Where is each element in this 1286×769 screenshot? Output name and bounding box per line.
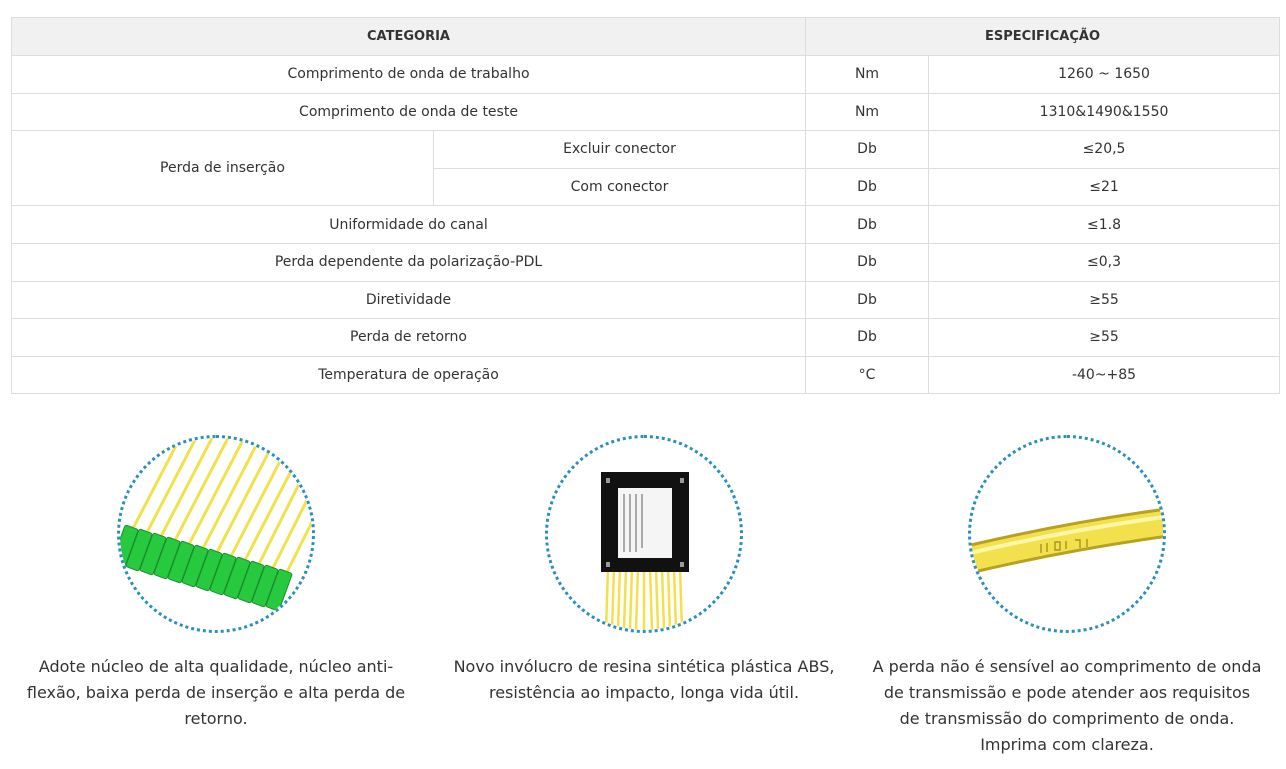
row-name: Temperatura de operação — [12, 356, 806, 394]
table-row — [12, 319, 1280, 357]
row-unit: °C — [806, 356, 929, 394]
row-value: ≥55 — [929, 281, 1280, 319]
row-unit: Nm — [806, 93, 929, 131]
table-row — [12, 56, 1280, 94]
features-section — [0, 430, 1286, 769]
feature-abs-housing — [449, 430, 839, 706]
green-connectors — [120, 525, 292, 611]
table-header-row — [12, 18, 1280, 56]
table-row — [12, 93, 1280, 131]
row-unit: Db — [806, 243, 929, 281]
row-name: Comprimento de onda de trabalho — [12, 56, 806, 94]
feature-wavelength — [872, 430, 1262, 758]
row-value: ≤20,5 — [929, 131, 1280, 169]
table-row — [12, 356, 1280, 394]
row-name: Perda de retorno — [12, 319, 806, 357]
feature-low-loss — [21, 430, 411, 732]
row-subname: Excluir conector — [434, 131, 806, 169]
row-value: ≤0,3 — [929, 243, 1280, 281]
sc-apc-connectors-image — [117, 435, 315, 633]
row-name: Uniformidade do canal — [12, 206, 806, 244]
row-subname: Com conector — [434, 168, 806, 206]
row-value: ≤21 — [929, 168, 1280, 206]
product-label — [618, 488, 672, 558]
feature-text: Adote núcleo de alta qualidade, núcleo anti-flexão, baixa perda de inserção e alta perda de retorno. — [26, 657, 406, 728]
cable-illustration — [971, 438, 1163, 630]
connectors-illustration — [120, 438, 312, 630]
yellow-fiber-cable-image — [968, 435, 1166, 633]
row-name: Comprimento de onda de teste — [12, 93, 806, 131]
row-name: Diretividade — [12, 281, 806, 319]
table-row — [12, 281, 1280, 319]
row-unit: Db — [806, 168, 929, 206]
table-row — [12, 243, 1280, 281]
feature-text: A perda não é sensível ao comprimento de onda de transmissão e pode atender aos requisitos de transmissão do comprimento de onda. Imprima com clareza. — [872, 657, 1262, 754]
yellow-fiber-bundle — [606, 568, 682, 630]
row-name: Perda dependente da polarização-PDL — [12, 243, 806, 281]
row-unit: Db — [806, 206, 929, 244]
header-category: CATEGORIA — [12, 18, 806, 56]
row-unit: Db — [806, 131, 929, 169]
row-unit: Nm — [806, 56, 929, 94]
specification-table — [11, 17, 1280, 394]
abs-box-splitter-image — [545, 435, 743, 633]
splitter-illustration — [548, 438, 740, 630]
row-value: ≤1.8 — [929, 206, 1280, 244]
row-value: -40~+85 — [929, 356, 1280, 394]
row-value: 1310&1490&1550 — [929, 93, 1280, 131]
row-unit: Db — [806, 319, 929, 357]
header-specification: ESPECIFICAÇÃO — [806, 18, 1280, 56]
row-value: 1260 ~ 1650 — [929, 56, 1280, 94]
table-row — [12, 206, 1280, 244]
row-name: Perda de inserção — [12, 131, 434, 206]
row-value: ≥55 — [929, 319, 1280, 357]
table-row — [12, 131, 1280, 169]
feature-text: Novo invólucro de resina sintética plástica ABS, resistência ao impacto, longa vida útil. — [453, 657, 835, 702]
row-unit: Db — [806, 281, 929, 319]
